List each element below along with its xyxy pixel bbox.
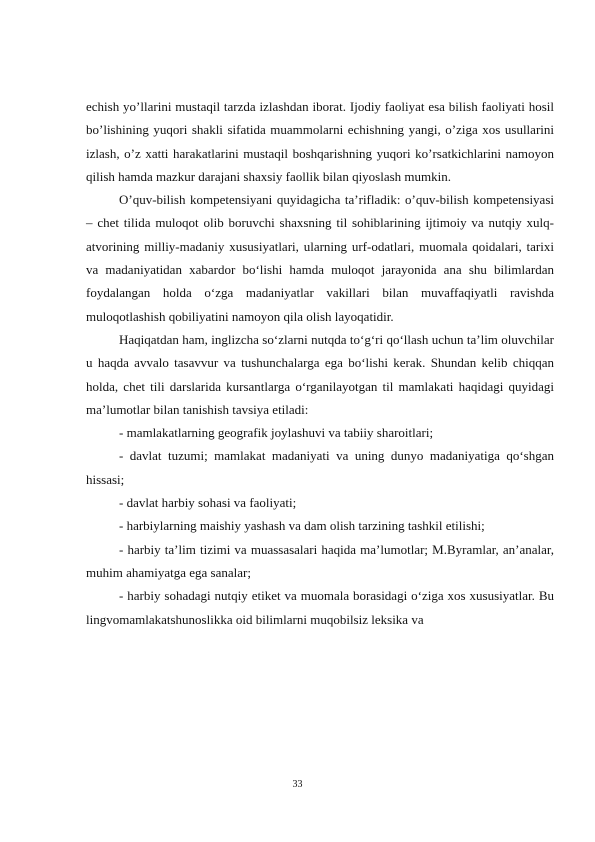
list-item: - harbiylarning maishiy yashash va dam olish tarzining tashkil etilishi; xyxy=(119,518,485,534)
paragraph: O’quv-bilish kompetensiyani quyidagicha ta’rifladik: o’quv-bilish kompetensiyasi – chet tilida muloqot olib boruvchi shaxsning til sohiblarining ijtimoiy va nutqiy xulq-atvorining milliy-madaniy xususiyatlari, ularning urf-odatlari, muomala qoidalari, tarixi va madaniyatidan xabardor bo‘lishi hamda muloqot jarayonida ana shu bilimlardan foydalangan holda o‘zga madaniyatlar vakillari bilan muvaffaqiyatli ravishda muloqotlashish qobiliyatini namoyon qila olish layoqatidir. xyxy=(86,192,554,324)
paragraph: Haqiqatdan ham, inglizcha so‘zlarni nutqda to‘g‘ri qo‘llash uchun ta’lim oluvchilar u haqda avvalo tasavvur va tushunchalarga ega bo‘lishi kerak. Shundan kelib chiqqan holda, chet tili darslarida kursantlarga o‘rganilayotgan til mamlakati haqidagi quyidagi ma’lumotlar bilan tanishish tavsiya etiladi: xyxy=(86,331,554,417)
list-item: - davlat harbiy sohasi va faoliyati; xyxy=(119,495,297,511)
list-item: - harbiy ta’lim tizimi va muassasalari haqida ma’lumotlar; M.Byramlar, an’analar, muhim ahamiyatga ega sanalar; xyxy=(86,541,554,580)
document-body xyxy=(86,95,554,631)
list-item: - harbiy sohadagi nutqiy etiket va muomala borasidagi o‘ziga xos xususiyatlar. Bu lingvomamlakatshunoslikka oid bilimlarni muqobilsiz leksika va xyxy=(86,588,554,627)
paragraph: echish yo’llarini mustaqil tarzda izlashdan iborat. Ijodiy faoliyat esa bilish faoliyati hosil bo’lishining yuqori shakli sifatida muammolarni echishning yangi, o’ziga xos usullarini izlash, o’z xatti harakatlarini mustaqil boshqarishning yuqori ko’rsatkichlarini namoyon qilish hamda mazkur darajani shaxsiy faollik bilan qiyoslash mumkin. xyxy=(86,99,554,184)
list-item: - davlat tuzumi; mamlakat madaniyati va uning dunyo madaniyatiga qo‘shgan hissasi; xyxy=(86,448,554,487)
list-item: - mamlakatlarning geografik joylashuvi va tabiiy sharoitlari; xyxy=(119,425,434,441)
page-number: 33 xyxy=(292,779,303,790)
